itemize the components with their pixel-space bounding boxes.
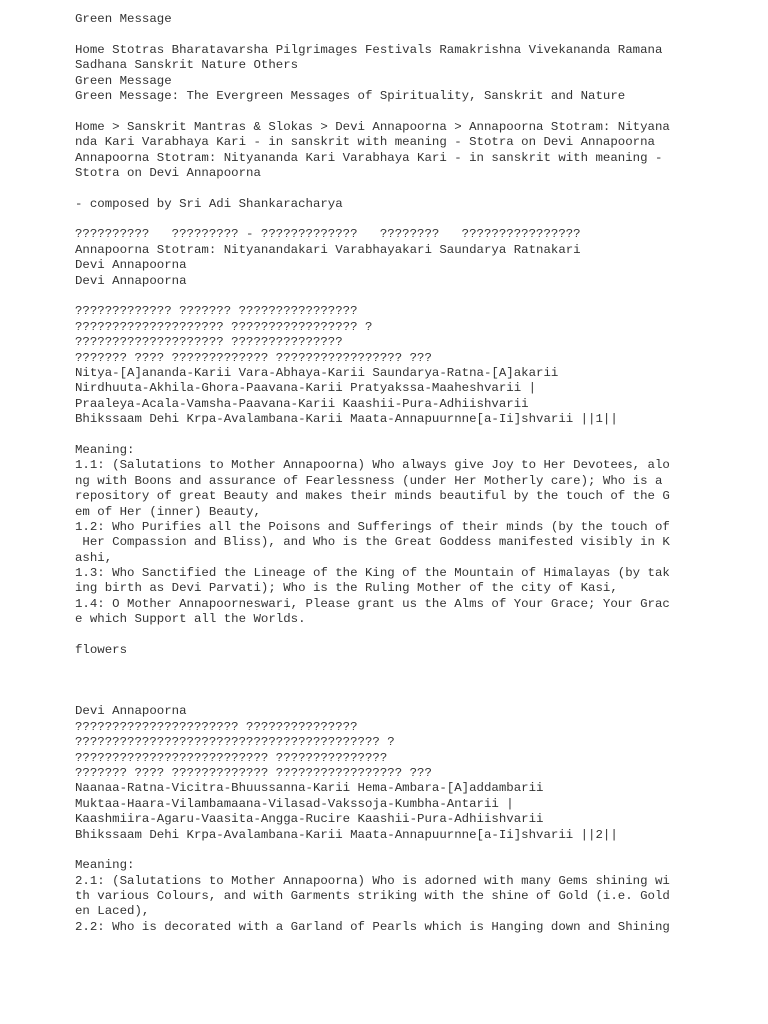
page-title-continued: Stotra on Devi Annapoorna	[75, 165, 261, 180]
site-name-link[interactable]: Green Message	[75, 73, 172, 88]
verse-1-meaning-line: 1.4: O Mother Annapoorneswari, Please grant us the Alms of Your Grace; Your Grac	[75, 596, 670, 611]
verse-2-transliteration-line: Kaashmiira-Agaru-Vaasita-Angga-Rucire Kaashii-Pura-Adhiishvarii	[75, 812, 544, 827]
verse-1-meaning-line: e which Support all the Worlds.	[75, 612, 306, 627]
verse-1-meaning-line: ashi,	[75, 550, 113, 565]
verse-2-meaning-line: en Laced),	[75, 904, 150, 919]
verse-1-meaning-line: repository of great Beauty and makes their minds beautiful by the touch of the G	[75, 489, 670, 504]
verse-1-devanagari-line: ???????????????????? ????????????????? ?	[75, 319, 373, 334]
verse-2-devanagari-line: ??????? ???? ????????????? ????????????????? ???	[75, 765, 432, 780]
verse-1-devanagari-line: ????????????? ??????? ????????????????	[75, 304, 358, 319]
verse-2-devanagari-line: ?????????????????????? ???????????????	[75, 719, 358, 734]
composer-credit: - composed by Sri Adi Shankaracharya	[75, 196, 343, 211]
verse-2-transliteration-line: Muktaa-Haara-Vilambamaana-Vilasad-Vakssoja-Kumbha-Antarii |	[75, 796, 514, 811]
verse-2-transliteration-line: Naanaa-Ratna-Vicitra-Bhuussanna-Karii Hema-Ambara-[A]addambarii	[75, 781, 544, 796]
site-title: Green Message	[75, 12, 172, 26]
verse-1-meaning-line: em of Her (inner) Beauty,	[75, 504, 261, 519]
verse-2-devanagari-line: ????????????????????????????????????????? ?	[75, 735, 395, 750]
verse-1-meaning-line: Her Compassion and Bliss), and Who is the Great Goddess manifested visibly in K	[75, 535, 670, 550]
verse-1-transliteration-line: Nirdhuuta-Akhila-Ghora-Paavana-Karii Pratyakssa-Maaheshvarii |	[75, 381, 537, 396]
verse-1-transliteration-line: Praaleya-Acala-Vamsha-Paavana-Karii Kaashii-Pura-Adhiishvarii	[75, 396, 529, 411]
verse-1-devanagari-line: ???????????????????? ???????????????	[75, 335, 343, 350]
verse-2-meaning-line: th various Colours, and with Garments striking with the shine of Gold (i.e. Gold	[75, 889, 670, 904]
verse-2-meaning-line: 2.1: (Salutations to Mother Annapoorna) Who is adorned with many Gems shining wi	[75, 873, 670, 888]
verse-1-meaning-line: 1.1: (Salutations to Mother Annapoorna) Who always give Joy to Her Devotees, alo	[75, 458, 670, 473]
nav-links-line-1[interactable]: Home Stotras Bharatavarsha Pilgrimages Festivals Ramakrishna Vivekananda Ramana	[75, 42, 663, 57]
verse-1-meaning-line: ng with Boons and assurance of Fearlessness (under Her Motherly care); Who is a	[75, 473, 663, 488]
verse-2-meaning-label: Meaning:	[75, 858, 135, 873]
breadcrumb-continued[interactable]: nda Kari Varabhaya Kari - in sanskrit with meaning - Stotra on Devi Annapoorna	[75, 135, 655, 150]
verse-1-meaning-line: ing birth as Devi Parvati); Who is the Ruling Mother of the city of Kasi,	[75, 581, 618, 596]
verse-1-transliteration-line: Bhikssaam Dehi Krpa-Avalambana-Karii Maata-Annapuurnne[a-Ii]shvarii ||1||	[75, 412, 618, 427]
stotram-devanagari-title: ?????????? ????????? - ????????????? ???????? ????????????????	[75, 227, 581, 242]
verse-1-devanagari-line: ??????? ???? ????????????? ????????????????? ???	[75, 350, 432, 365]
verse-1-meaning-label: Meaning:	[75, 442, 135, 457]
verse-1-transliteration-line: Nitya-[A]ananda-Karii Vara-Abhaya-Karii Saundarya-Ratna-[A]akarii	[75, 365, 559, 380]
image-caption-devi: Devi Annapoorna	[75, 258, 187, 273]
verse-2-devanagari-line: ?????????????????????????? ???????????????	[75, 750, 388, 765]
verse-2-meaning-line: 2.2: Who is decorated with a Garland of Pearls which is Hanging down and Shining	[75, 919, 670, 934]
stotram-title: Annapoorna Stotram: Nityanandakari Varabhayakari Saundarya Ratnakari	[75, 242, 581, 257]
image-caption-devi: Devi Annapoorna	[75, 704, 187, 719]
page-title: Annapoorna Stotram: Nityananda Kari Varabhaya Kari - in sanskrit with meaning -	[75, 150, 663, 165]
breadcrumb[interactable]: Home > Sanskrit Mantras & Slokas > Devi Annapoorna > Annapoorna Stotram: Nityana	[75, 119, 670, 134]
verse-2-transliteration-line: Bhikssaam Dehi Krpa-Avalambana-Karii Maata-Annapuurnne[a-Ii]shvarii ||2||	[75, 827, 618, 842]
verse-1-meaning-line: 1.2: Who Purifies all the Poisons and Sufferings of their minds (by the touch of	[75, 519, 670, 534]
nav-links-line-2[interactable]: Sadhana Sanskrit Nature Others	[75, 58, 299, 73]
site-tagline: Green Message: The Evergreen Messages of Spirituality, Sanskrit and Nature	[75, 88, 626, 103]
document-body	[75, 12, 675, 935]
flowers-image-alt: flowers	[75, 643, 128, 658]
image-caption-devi: Devi Annapoorna	[75, 273, 187, 288]
verse-1-meaning-line: 1.3: Who Sanctified the Lineage of the King of the Mountain of Himalayas (by tak	[75, 566, 670, 581]
